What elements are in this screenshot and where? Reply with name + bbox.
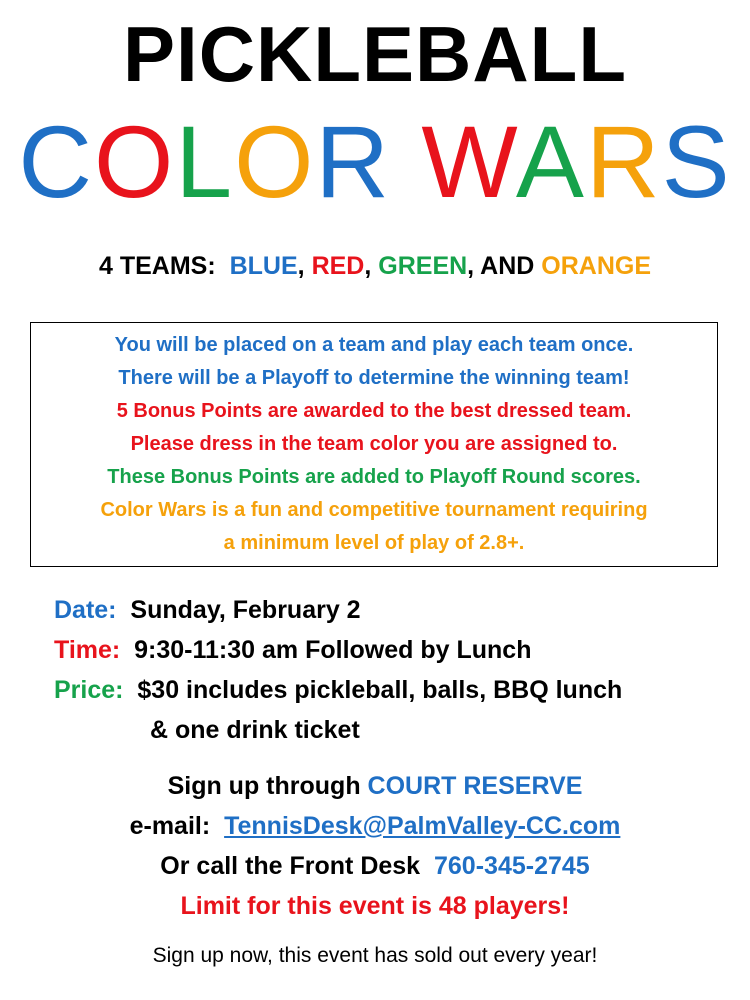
date-label: Date: — [54, 596, 117, 624]
player-limit: Limit for this event is 48 players! — [180, 892, 570, 920]
info-line: There will be a Playoff to determine the winning team! — [118, 367, 630, 389]
email-label: e-mail: — [129, 812, 211, 840]
subtitle-letter — [391, 105, 421, 219]
subtitle-letter: W — [421, 105, 516, 219]
subtitle-letter: L — [175, 105, 235, 219]
price-label: Price: — [54, 676, 124, 704]
phone-number: 760-345-2745 — [434, 852, 590, 880]
info-line: a minimum level of play of 2.8+. — [223, 532, 525, 554]
info-line: 5 Bonus Points are awarded to the best dressed team. — [116, 400, 632, 422]
team-green: GREEN — [378, 252, 468, 280]
info-box — [30, 322, 718, 567]
time-value: 9:30-11:30 am Followed by Lunch — [134, 636, 532, 664]
subtitle-letter: S — [661, 105, 732, 219]
color-wars-heading — [0, 105, 750, 219]
info-line: Please dress in the team color you are assigned to. — [130, 433, 618, 455]
teams-sep: , — [364, 252, 372, 280]
info-line: You will be placed on a team and play each team once. — [114, 334, 634, 356]
email-line — [0, 806, 750, 846]
event-details — [54, 590, 622, 750]
subtitle-letter: R — [585, 105, 662, 219]
info-line: These Bonus Points are added to Playoff Round scores. — [107, 466, 641, 488]
date-row — [54, 590, 622, 630]
price-continuation: & one drink ticket — [150, 716, 360, 744]
teams-line — [0, 252, 750, 281]
price-value: $30 includes pickleball, balls, BBQ lunch — [137, 676, 623, 704]
price-row — [54, 670, 622, 710]
signup-section — [0, 766, 750, 926]
page-title: PICKLEBALL — [123, 10, 627, 98]
court-reserve-link: COURT RESERVE — [367, 772, 583, 800]
subtitle-letter: R — [315, 105, 392, 219]
time-label: Time: — [54, 636, 121, 664]
email-link[interactable]: TennisDesk@PalmValley-CC.com — [224, 812, 621, 840]
subtitle-letter: A — [515, 105, 586, 219]
subtitle-letter: O — [234, 105, 316, 219]
subtitle-letter: O — [93, 105, 176, 219]
date-value: Sunday, February 2 — [130, 596, 361, 624]
time-row — [54, 630, 622, 670]
team-red: RED — [311, 252, 365, 280]
phone-prefix: Or call the Front Desk — [160, 852, 421, 880]
teams-sep: , — [297, 252, 305, 280]
team-orange: ORANGE — [541, 252, 651, 280]
teams-prefix: 4 TEAMS: — [99, 252, 216, 280]
team-blue: BLUE — [229, 252, 298, 280]
info-line: Color Wars is a fun and competitive tournament requiring — [100, 499, 648, 521]
phone-line — [0, 846, 750, 886]
teams-sep: , AND — [467, 252, 535, 280]
footer-note: Sign up now, this event has sold out every year! — [152, 944, 598, 967]
subtitle-letter: C — [18, 105, 94, 219]
signup-line — [0, 766, 750, 806]
signup-prefix: Sign up through — [167, 772, 361, 800]
